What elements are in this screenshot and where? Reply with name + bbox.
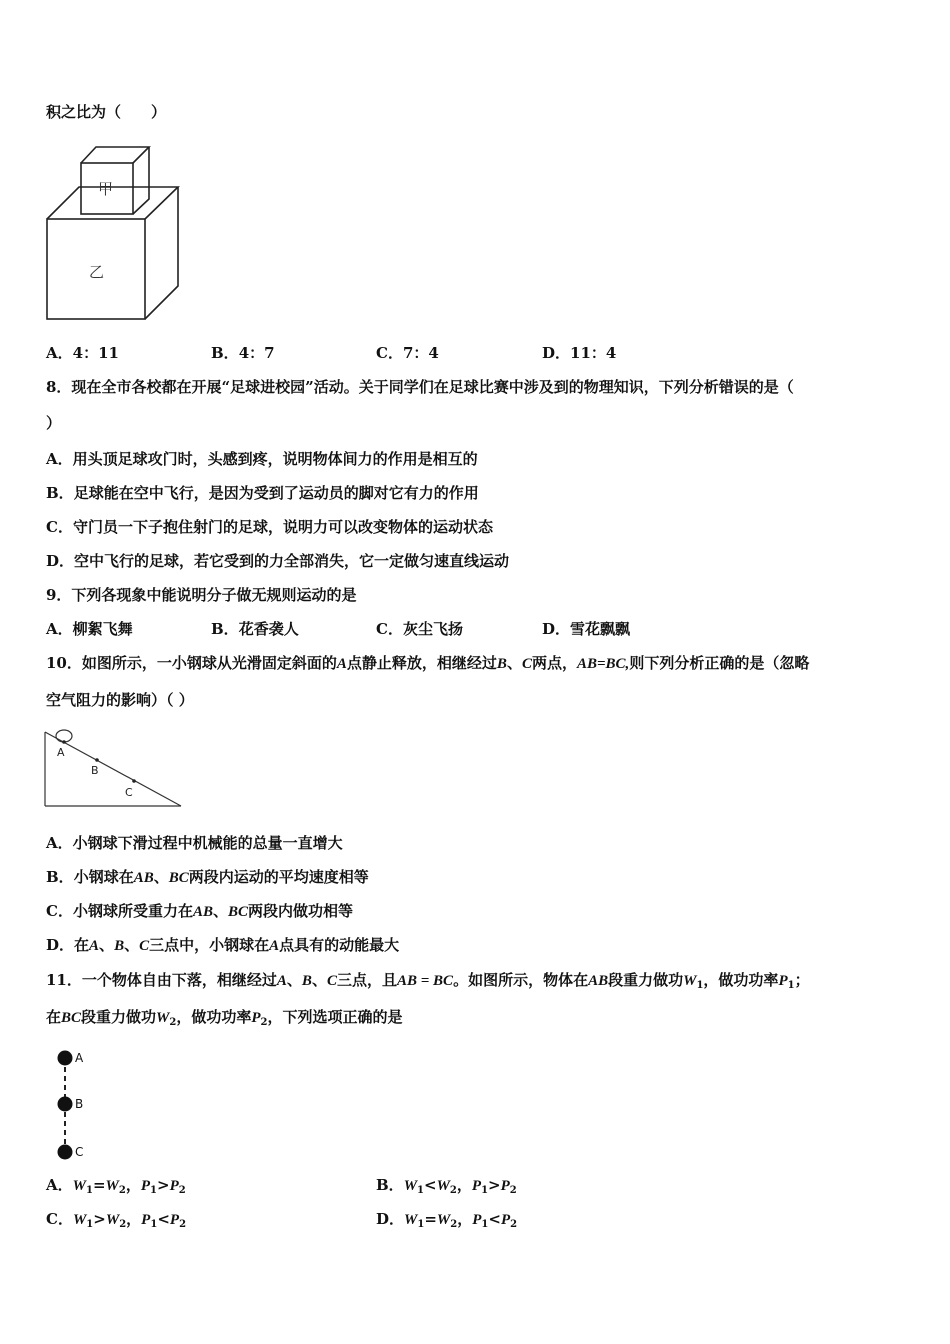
- q10-option-d-letter: D．: [46, 936, 75, 954]
- incline-label-b: B: [91, 764, 99, 777]
- q11-w1-symbol: W: [683, 973, 697, 989]
- q9-option-d-letter: D．: [542, 620, 571, 638]
- q9-option-c: [376, 619, 463, 639]
- cube-jia-top: [81, 147, 149, 163]
- q10-s4: 两点，: [531, 654, 577, 672]
- fall-label-a: A: [75, 1051, 84, 1065]
- point-a-dot: [62, 740, 66, 744]
- q11-d-p2-sub: 2: [510, 1219, 518, 1230]
- q11-c-comma: ，: [126, 1210, 142, 1228]
- cube-yi-side: [145, 187, 178, 319]
- q11-a-rel2: >: [157, 1176, 170, 1194]
- q11-a-rel1: =: [92, 1176, 106, 1194]
- q10-option-d-a: A: [89, 938, 100, 954]
- q11-a-w2: W: [105, 1178, 119, 1194]
- q10-option-d-p2: 三点中，小钢球在: [149, 936, 270, 954]
- q10-option-c: [46, 901, 353, 922]
- q10-option-a: [46, 833, 343, 853]
- q11-d-w1: W: [404, 1212, 418, 1228]
- q7-option-d: [542, 343, 616, 363]
- q10-option-c-p1: 小钢球所受重力在: [72, 902, 193, 920]
- q11-c-w1-sub: 1: [86, 1219, 94, 1230]
- q8-option-c-letter: C．: [46, 518, 73, 536]
- q10-option-b-p2: 两段内运动的平均速度相等: [188, 868, 369, 886]
- q7-option-a-text: 4：11: [72, 344, 119, 362]
- q10-s3: 、: [506, 654, 522, 672]
- q8-option-d-text: 空中飞行的足球，若它受到的力全部消失，它一定做匀速直线运动: [74, 552, 510, 570]
- q11-bc: BC: [61, 1010, 82, 1026]
- q9-option-d-text: 雪花飘飘: [570, 620, 631, 638]
- q11-b-rel1: <: [424, 1176, 437, 1194]
- q10-option-c-p2: 两段内做功相等: [248, 902, 354, 920]
- cube-jia-label: 甲: [98, 180, 114, 198]
- q11-a-comma: ，: [125, 1176, 141, 1194]
- q10-option-c-sep: 、: [212, 902, 228, 920]
- q11-l2c: ，做功功率: [176, 1008, 252, 1026]
- q11-a-p1-sub: 1: [150, 1185, 157, 1196]
- q11-c-w2-sub: 2: [119, 1219, 127, 1230]
- q11-falling-figure: [54, 1048, 94, 1163]
- q11-option-d: [376, 1209, 517, 1235]
- fall-ball-c: [58, 1145, 73, 1160]
- q11-b-w2-sub: 2: [449, 1185, 457, 1196]
- q10-option-d-sep1: 、: [99, 936, 115, 954]
- q10-stem-line2: 空气阻力的影响）（ ）: [46, 691, 194, 709]
- q10-option-d-b: B: [114, 938, 125, 954]
- q11-p1-sub: 1: [787, 980, 795, 991]
- q11-s6: ；: [794, 971, 810, 989]
- incline-label-c: C: [125, 786, 133, 799]
- q11-w1-sub: 1: [696, 980, 704, 991]
- fall-label-b: B: [75, 1097, 84, 1111]
- q11-a-p2-sub: 2: [178, 1185, 186, 1196]
- q11-p2-symbol: P: [251, 1010, 261, 1026]
- q11-sep2: 、: [311, 971, 327, 989]
- q11-ab-eq-bc: AB = BC: [396, 973, 454, 989]
- q11-l2d: ，下列选项正确的是: [267, 1008, 403, 1026]
- q11-option-c-letter: C．: [46, 1210, 73, 1228]
- q7-option-c-letter: C．: [376, 344, 403, 362]
- q10-s5: 则下列分析正确的是（忽略: [629, 654, 810, 672]
- q11-d-comma: ，: [457, 1210, 473, 1228]
- q11-s5: ，做功功率: [703, 971, 779, 989]
- q8-option-b: [46, 483, 479, 503]
- incline-label-a: A: [57, 746, 65, 759]
- q10-option-c-bc: BC: [228, 904, 249, 920]
- q10-option-b-p1: 小钢球在: [73, 868, 134, 886]
- q9-option-c-letter: C．: [376, 620, 403, 638]
- q11-w2-sub: 2: [169, 1017, 177, 1028]
- fall-ball-b: [58, 1097, 73, 1112]
- q11-l2b: 段重力做功: [81, 1008, 157, 1026]
- q8-option-a-letter: A．: [46, 450, 73, 468]
- q11-s2: 三点，且: [336, 971, 397, 989]
- q8-option-c-text: 守门员一下子抱住射门的足球，说明力可以改变物体的运动状态: [72, 518, 493, 536]
- q7-option-d-letter: D．: [542, 344, 571, 362]
- q11-b-p2: P: [500, 1178, 510, 1194]
- q10-stem-line1: [46, 653, 809, 674]
- q9-option-a-text: 柳絮飞舞: [72, 620, 133, 638]
- q8-stem-line1: 8．现在全市各校都在开展“足球进校园”活动。关于同学们在足球比赛中涉及到的物理知识，下列分析错误的是（: [46, 378, 794, 396]
- q10-option-b: [46, 867, 369, 888]
- q11-a-p1: P: [140, 1178, 151, 1194]
- q7-option-c: [376, 343, 439, 363]
- q11-d-p1: P: [472, 1212, 482, 1228]
- q11-a-w2-sub: 2: [118, 1185, 126, 1196]
- q10-option-c-letter: C．: [46, 902, 73, 920]
- q11-c-rel1: >: [93, 1210, 106, 1228]
- q11-d-rel2: <: [488, 1210, 501, 1228]
- q11-c-p1: P: [141, 1212, 151, 1228]
- q7-option-b-text: 4：7: [238, 344, 275, 362]
- q10-option-a-letter: A．: [46, 834, 73, 852]
- q11-l2a: 在: [46, 1008, 62, 1026]
- q10-option-b-bc: BC: [168, 870, 189, 886]
- q11-b-w1: W: [403, 1178, 418, 1194]
- q7-option-d-text: 11：4: [570, 344, 617, 362]
- q11-c-w2: W: [105, 1212, 120, 1228]
- q11-a-w1: W: [72, 1178, 86, 1194]
- q9-option-b: [211, 619, 299, 639]
- q11-c-rel2: <: [157, 1210, 170, 1228]
- q11-d-w1-sub: 1: [417, 1219, 425, 1230]
- q10-s1: 10．如图所示，一小钢球从光滑固定斜面的: [46, 654, 337, 672]
- q9-option-d: [542, 619, 630, 639]
- q11-sep1: 、: [286, 971, 302, 989]
- q8-stem-line2: ）: [46, 414, 62, 432]
- q11-a-p2: P: [169, 1178, 179, 1194]
- q9-option-b-letter: B．: [211, 620, 239, 638]
- q11-b-p1-sub: 1: [481, 1185, 489, 1196]
- q8-option-d: [46, 551, 509, 571]
- q11-option-a: [46, 1175, 186, 1201]
- q11-option-c: [46, 1209, 186, 1235]
- q8-option-b-text: 足球能在空中飞行，是因为受到了运动员的脚对它有力的作用: [73, 484, 479, 502]
- q10-option-d: [46, 935, 399, 956]
- q9-option-b-text: 花香袭人: [238, 620, 299, 638]
- q10-option-b-ab: AB: [133, 870, 154, 886]
- cube-yi-label: 乙: [89, 263, 105, 281]
- q11-a-w1-sub: 1: [85, 1185, 93, 1196]
- q11-d-w2-sub: 2: [450, 1219, 458, 1230]
- q10-option-d-p3: 点具有的动能最大: [279, 936, 400, 954]
- q11-option-b-letter: B．: [376, 1176, 404, 1194]
- q10-ab-eq-bc: AB=BC,: [576, 656, 630, 672]
- point-b-dot: [95, 758, 99, 762]
- q11-b-w2: W: [436, 1178, 450, 1194]
- q10-option-b-sep: 、: [153, 868, 169, 886]
- q10-option-d-a2: A: [269, 938, 280, 954]
- q10-option-c-ab: AB: [192, 904, 213, 920]
- q11-d-w2: W: [436, 1212, 451, 1228]
- q7-option-c-text: 7：4: [402, 344, 439, 362]
- q11-b-rel2: >: [488, 1176, 501, 1194]
- q11-option-a-letter: A．: [46, 1176, 73, 1194]
- q10-option-d-c: C: [139, 938, 150, 954]
- point-c-dot: [132, 779, 136, 783]
- q11-b-p1: P: [471, 1178, 482, 1194]
- q10-s2: 点静止释放，相继经过: [346, 654, 497, 672]
- q11-point-a: A: [276, 973, 287, 989]
- q11-p1-symbol: P: [778, 973, 788, 989]
- q9-option-a: [46, 619, 133, 639]
- q11-d-p2: P: [500, 1212, 511, 1228]
- q10-incline-figure: [44, 728, 186, 810]
- q11-d-p1-sub: 1: [481, 1219, 489, 1230]
- q11-ab: AB: [588, 973, 609, 989]
- q10-option-d-p1: 在: [74, 936, 90, 954]
- cube-jia-side: [133, 147, 149, 214]
- q11-s1: 11．一个物体自由下落，相继经过: [46, 971, 277, 989]
- q11-stem-line2: [46, 1007, 403, 1033]
- q10-point-a: A: [336, 656, 347, 672]
- q11-c-p2-sub: 2: [179, 1219, 187, 1230]
- q11-s3: 。如图所示，物体在: [453, 971, 589, 989]
- q11-c-p1-sub: 1: [150, 1219, 158, 1230]
- q11-point-b: B: [301, 973, 312, 989]
- q11-b-w1-sub: 1: [417, 1185, 424, 1196]
- q11-c-w1: W: [72, 1212, 87, 1228]
- q11-b-comma: ，: [456, 1176, 472, 1194]
- q11-option-d-letter: D．: [376, 1210, 405, 1228]
- q8-option-b-letter: B．: [46, 484, 74, 502]
- q7-option-b-letter: B．: [211, 344, 239, 362]
- q8-option-d-letter: D．: [46, 552, 75, 570]
- q7-option-a-letter: A．: [46, 344, 73, 362]
- q9-option-a-letter: A．: [46, 620, 73, 638]
- q11-point-c: C: [326, 973, 337, 989]
- q10-point-c: C: [521, 656, 532, 672]
- fall-ball-a: [58, 1051, 73, 1066]
- q10-point-b: B: [496, 656, 507, 672]
- q11-c-p2: P: [169, 1212, 180, 1228]
- q9-stem: 9．下列各现象中能说明分子做无规则运动的是: [46, 586, 357, 604]
- q7-option-a: [46, 343, 119, 363]
- q8-option-c: [46, 517, 493, 537]
- q11-s4: 段重力做功: [608, 971, 684, 989]
- fall-label-c: C: [75, 1145, 84, 1159]
- q7-stem-tail: 积之比为（ ）: [46, 103, 167, 121]
- q11-p2-sub: 2: [260, 1017, 268, 1028]
- q11-stem-line1: [46, 970, 810, 996]
- q11-option-b: [376, 1175, 517, 1201]
- q11-w2-symbol: W: [156, 1010, 170, 1026]
- q8-option-a: [46, 449, 478, 469]
- q7-cube-figure: [44, 143, 184, 323]
- q11-b-p2-sub: 2: [509, 1185, 517, 1196]
- q7-option-b: [211, 343, 275, 363]
- q11-d-rel1: =: [424, 1210, 437, 1228]
- q8-option-a-text: 用头顶足球攻门时，头感到疼，说明物体间力的作用是相互的: [72, 450, 478, 468]
- q10-option-b-letter: B．: [46, 868, 74, 886]
- q10-option-a-text: 小钢球下滑过程中机械能的总量一直增大: [72, 834, 343, 852]
- q10-option-d-sep2: 、: [124, 936, 140, 954]
- q9-option-c-text: 灰尘飞扬: [402, 620, 463, 638]
